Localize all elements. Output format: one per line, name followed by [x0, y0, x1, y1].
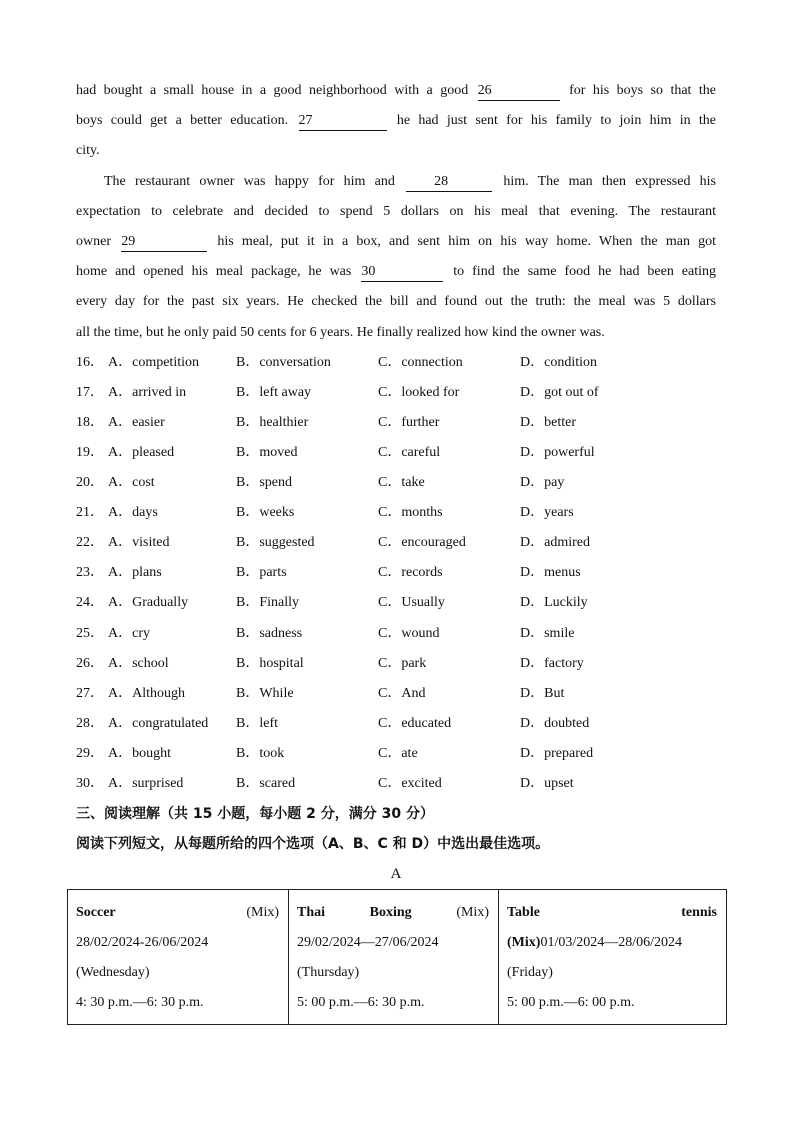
option-a: A．visited — [108, 535, 170, 551]
text: for his boys so that the — [569, 83, 716, 98]
activity-time: 4: 30 p.m.—6: 30 p.m. — [76, 995, 204, 1010]
blank-28: 28 — [406, 173, 492, 192]
schedule-cell-table-tennis — [499, 890, 727, 1025]
schedule-cell-soccer — [68, 890, 289, 1025]
option-c: C．ate — [378, 745, 418, 761]
activity-name-part: tennis — [681, 905, 717, 920]
option-d: D．Luckily — [520, 595, 588, 611]
option-d: D．better — [520, 414, 576, 430]
table-row — [68, 890, 727, 1025]
question-number: 28． — [76, 715, 104, 731]
option-b: B．sadness — [236, 625, 303, 641]
activity-title — [297, 898, 489, 928]
option-b: B．spend — [236, 475, 292, 491]
option-a: A．plans — [108, 565, 162, 581]
activity-day: (Friday) — [507, 965, 553, 980]
activity-dates: 01/03/2024—28/06/2024 — [540, 935, 682, 950]
question-row — [76, 558, 716, 588]
option-a: A．easier — [108, 414, 165, 430]
question-row — [76, 348, 716, 378]
question-number: 30． — [76, 776, 104, 791]
question-row — [76, 468, 716, 498]
blank-29: 29 — [121, 233, 207, 252]
question-number: 20． — [76, 475, 104, 491]
option-d: D．prepared — [520, 745, 594, 761]
question-row — [76, 438, 716, 468]
question-number: 27． — [76, 685, 104, 701]
question-row — [76, 619, 716, 649]
passage-line: city. — [76, 143, 100, 159]
option-d: D．menus — [520, 565, 581, 581]
blank-26: 26 — [478, 82, 560, 101]
section-title: 三、阅读理解（共 15 小题，每小题 2 分，满分 30 分） — [76, 806, 434, 823]
option-c: C．looked for — [378, 384, 460, 400]
option-a: A．bought — [108, 745, 171, 761]
options-list — [76, 348, 716, 799]
passage-line — [76, 257, 716, 287]
question-number: 19． — [76, 444, 104, 460]
question-number: 25． — [76, 625, 104, 641]
option-d: D．factory — [520, 655, 584, 671]
schedule-table — [67, 889, 727, 1025]
option-d: D．condition — [520, 354, 597, 370]
text: his meal, put it in a box, and sent him on his way home. When the man got — [217, 233, 716, 249]
option-b: B．healthier — [236, 414, 309, 430]
passage-block — [76, 76, 716, 889]
option-d: D．smile — [520, 625, 575, 641]
section-instruction: 阅读下列短文，从每题所给的四个选项（A、B、C 和 D）中选出最佳选项。 — [76, 836, 550, 853]
option-b: B．hospital — [236, 655, 304, 671]
blank-30: 30 — [361, 263, 443, 282]
option-b: B．scared — [236, 776, 296, 791]
passage-line: all the time, but he only paid 50 cents for 6 years. He finally realized how kind the owner was. — [76, 324, 605, 340]
question-row — [76, 408, 716, 438]
question-number: 18． — [76, 414, 104, 430]
option-d: D．admired — [520, 535, 590, 551]
option-b: B．suggested — [236, 535, 315, 551]
question-row — [76, 378, 716, 408]
passage-letter: A — [390, 866, 402, 883]
question-row — [76, 588, 716, 618]
activity-name: Soccer — [76, 905, 116, 920]
activity-dates: 28/02/2024-26/06/2024 — [76, 935, 209, 950]
schedule-cell-thai-boxing — [289, 890, 499, 1025]
activity-day: (Wednesday) — [76, 965, 150, 980]
option-a: A．arrived in — [108, 384, 187, 400]
question-row — [76, 739, 716, 769]
activity-mix: (Mix) — [456, 905, 489, 920]
question-row — [76, 709, 716, 739]
option-d: D．powerful — [520, 444, 595, 460]
text: The restaurant owner was happy for him and — [104, 173, 395, 189]
option-d: D．doubted — [520, 715, 590, 731]
option-c: C．park — [378, 655, 427, 671]
activity-name-part: Boxing — [369, 905, 412, 920]
option-c: C．months — [378, 505, 443, 521]
option-a: A．Gradually — [108, 595, 189, 611]
text: owner — [76, 233, 111, 249]
question-number: 17． — [76, 384, 104, 400]
question-number: 22． — [76, 535, 104, 551]
activity-title — [507, 898, 717, 928]
option-b: B．parts — [236, 565, 287, 581]
option-b: B．conversation — [236, 354, 331, 370]
activity-title — [76, 898, 279, 928]
option-c: C．encouraged — [378, 535, 466, 551]
question-number: 23． — [76, 565, 104, 581]
option-c: C．excited — [378, 776, 442, 791]
activity-time: 5: 00 p.m.—6: 30 p.m. — [297, 995, 425, 1010]
activity-name-part: Table — [507, 905, 540, 920]
option-c: C．connection — [378, 354, 463, 370]
option-b: B．took — [236, 745, 285, 761]
activity-day: (Thursday) — [297, 965, 360, 980]
option-a: A．cost — [108, 475, 155, 491]
option-d: D．pay — [520, 475, 565, 491]
option-a: A．cry — [108, 625, 150, 641]
option-a: A．Although — [108, 685, 185, 701]
question-number: 26． — [76, 655, 104, 671]
option-c: C．Usually — [378, 595, 445, 611]
passage-line: every day for the past six years. He checked the bill and found out the truth: the meal was 5 dollars — [76, 294, 716, 310]
text: had bought a small house in a good neighborhood with a good — [76, 83, 469, 98]
activity-name-part: Thai — [297, 905, 326, 920]
option-c: C．records — [378, 565, 443, 581]
question-number: 16． — [76, 354, 104, 370]
question-row — [76, 679, 716, 709]
passage-line — [76, 167, 716, 197]
option-a: A．school — [108, 655, 169, 671]
option-c: C．wound — [378, 625, 440, 641]
text: to find the same food he had been eating — [453, 264, 716, 280]
question-number: 29． — [76, 745, 104, 761]
option-b: B．While — [236, 685, 294, 701]
question-row — [76, 769, 716, 799]
text: home and opened his meal package, he was — [76, 264, 352, 280]
blank-27: 27 — [299, 112, 387, 131]
passage-line — [76, 106, 716, 136]
option-d: D．But — [520, 685, 565, 701]
option-a: A．surprised — [108, 776, 184, 791]
option-a: A．days — [108, 505, 158, 521]
question-number: 24． — [76, 595, 104, 611]
option-c: C．further — [378, 414, 440, 430]
question-row — [76, 498, 716, 528]
activity-dates-line — [507, 928, 717, 958]
activity-time: 5: 00 p.m.—6: 00 p.m. — [507, 995, 635, 1010]
text: he had just sent for his family to join him in the — [396, 113, 716, 129]
option-d: D．upset — [520, 776, 574, 791]
option-a: A．congratulated — [108, 715, 209, 731]
option-c: C．And — [378, 685, 426, 701]
option-b: B．weeks — [236, 505, 295, 521]
option-a: A．competition — [108, 354, 199, 370]
passage-line: expectation to celebrate and decided to spend 5 dollars on his meal that evening. The restaurant — [76, 203, 716, 219]
option-b: B．left — [236, 715, 278, 731]
activity-dates: 29/02/2024—27/06/2024 — [297, 935, 439, 950]
option-b: B．moved — [236, 444, 298, 460]
option-d: D．years — [520, 505, 574, 521]
activity-mix: (Mix) — [246, 905, 279, 920]
option-c: C．careful — [378, 444, 441, 460]
text: him. The man then expressed his — [503, 173, 716, 189]
option-b: B．Finally — [236, 595, 300, 611]
option-a: A．pleased — [108, 444, 175, 460]
question-number: 21． — [76, 505, 104, 521]
option-d: D．got out of — [520, 384, 599, 400]
activity-mix: (Mix) — [507, 935, 541, 950]
passage-line — [76, 76, 716, 106]
option-b: B．left away — [236, 384, 312, 400]
option-c: C．take — [378, 475, 425, 491]
question-row — [76, 528, 716, 558]
text: boys could get a better education. — [76, 113, 289, 129]
option-c: C．educated — [378, 715, 452, 731]
question-row — [76, 649, 716, 679]
passage-line — [76, 227, 716, 257]
